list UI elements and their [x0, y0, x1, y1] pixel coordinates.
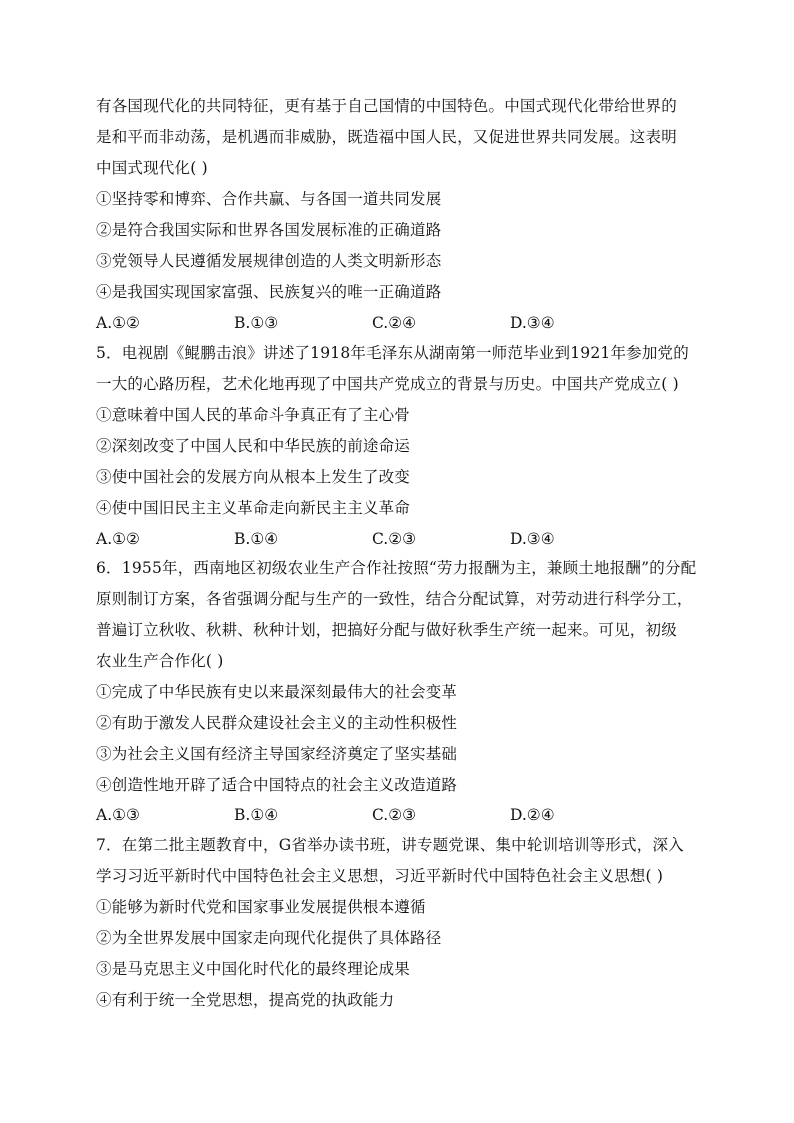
q6-option-c: C.②③ — [372, 806, 417, 824]
q6-option-a: A.①③ — [96, 806, 140, 824]
q4-item-1: ①坚持零和博弈、合作共赢、与各国一道共同发展 — [96, 190, 442, 208]
q6-item-4: ④创造性地开辟了适合中国特点的社会主义改造道路 — [96, 776, 458, 794]
q7-stem-line-2: 学习习近平新时代中国特色社会主义思想，习近平新时代中国特色社会主义思想( ) — [96, 867, 664, 885]
q6-options — [96, 805, 656, 825]
q5-option-c: C.②③ — [372, 530, 417, 548]
q7-item-4: ④有利于统一全党思想，提高党的执政能力 — [96, 991, 395, 1009]
q4-stem-line-2: 是和平而非动荡，是机遇而非威胁，既造福中国人民，又促进世界共同发展。这表明 — [96, 128, 677, 146]
q6-option-d: D.②④ — [510, 806, 555, 824]
q7-item-2: ②为全世界发展中国家走向现代化提供了具体路径 — [96, 929, 442, 947]
q4-option-b: B.①③ — [234, 314, 279, 332]
q4-item-3: ③党领导人民遵循发展规律创造的人类文明新形态 — [96, 252, 442, 270]
q6-item-1: ①完成了中华民族有史以来最深刻最伟大的社会变革 — [96, 683, 458, 701]
q6-stem-line-1: 6．1955年，西南地区初级农业生产合作社按照“劳力报酬为主，兼顾土地报酬”的分配 — [96, 559, 697, 577]
q5-options — [96, 529, 656, 549]
q4-option-c: C.②④ — [372, 314, 417, 332]
q5-item-2: ②深刻改变了中国人民和中华民族的前途命运 — [96, 437, 411, 455]
q5-item-4: ④使中国旧民主主义革命走向新民主主义革命 — [96, 499, 411, 517]
q6-item-2: ②有助于激发人民群众建设社会主义的主动性积极性 — [96, 714, 458, 732]
q4-options — [96, 313, 656, 333]
q4-item-4: ④是我国实现国家富强、民族复兴的唯一正确道路 — [96, 283, 442, 301]
q4-option-d: D.③④ — [510, 314, 555, 332]
q4-stem-line-3: 中国式现代化( ) — [96, 159, 208, 177]
q6-option-b: B.①④ — [234, 806, 279, 824]
q6-item-3: ③为社会主义国有经济主导国家经济奠定了坚实基础 — [96, 745, 458, 763]
q5-item-1: ①意味着中国人民的革命斗争真正有了主心骨 — [96, 406, 411, 424]
q4-item-2: ②是符合我国实际和世界各国发展标准的正确道路 — [96, 221, 442, 239]
q5-option-d: D.③④ — [510, 530, 555, 548]
q7-item-1: ①能够为新时代党和国家事业发展提供根本遵循 — [96, 898, 426, 916]
q4-option-a: A.①② — [96, 314, 140, 332]
q5-option-b: B.①④ — [234, 530, 279, 548]
q7-stem-line-1: 7．在第二批主题教育中，G省举办读书班，讲专题党课、集中轮训培训等形式，深入 — [96, 836, 684, 854]
q5-stem-line-2: 一大的心路历程，艺术化地再现了中国共产党成立的背景与历史。中国共产党成立( ) — [96, 375, 679, 393]
q5-option-a: A.①② — [96, 530, 140, 548]
q4-stem-line-1: 有各国现代化的共同特征，更有基于自己国情的中国特色。中国式现代化带给世界的 — [96, 97, 677, 115]
q6-stem-line-3: 普遍订立秋收、秋耕、秋种计划，把搞好分配与做好秋季生产统一起来。可见，初级 — [96, 621, 677, 639]
q7-item-3: ③是马克思主义中国化时代化的最终理论成果 — [96, 960, 411, 978]
q6-stem-line-2: 原则制订方案，各省强调分配与生产的一致性，结合分配试算，对劳动进行科学分工， — [96, 590, 693, 608]
q6-stem-line-4: 农业生产合作化( ) — [96, 652, 224, 670]
q5-item-3: ③使中国社会的发展方向从根本上发生了改变 — [96, 468, 411, 486]
q5-stem-line-1: 5．电视剧《鲲鹏击浪》讲述了1918年毛泽东从湖南第一师范毕业到1921年参加党的 — [96, 344, 689, 362]
